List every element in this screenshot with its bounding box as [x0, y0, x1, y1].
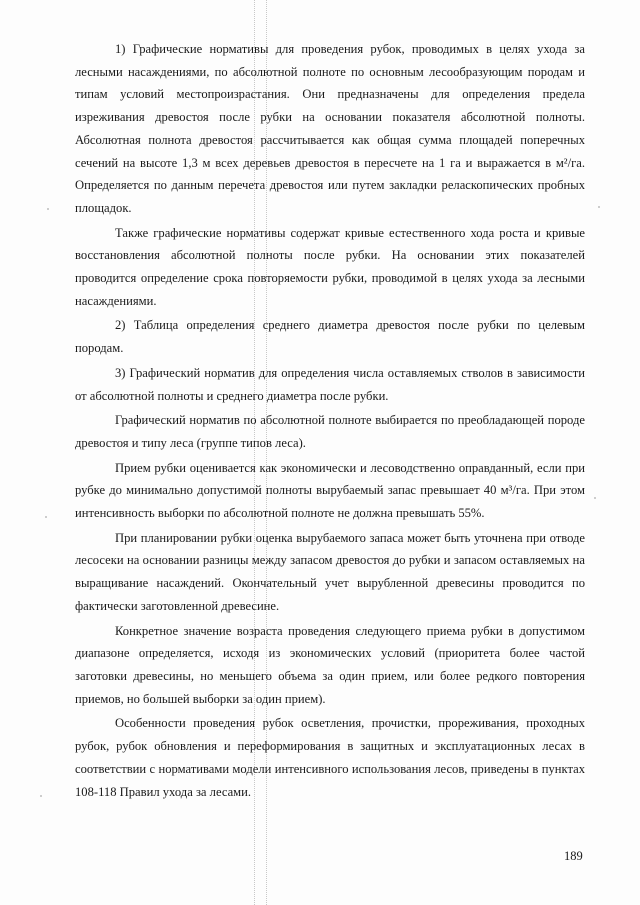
paragraph-2: Также графические нормативы содержат кривые естественного хода роста и кривые восстановления абсолютной полноты после рубки. На основании этих показателей проводится определение срока повторяемости рубки, проводимой в целях ухода за лесными насаждениями.: [75, 225, 585, 308]
scan-speck: [598, 206, 600, 208]
paragraph-8: Конкретное значение возраста проведения следующего приема рубки в допустимом диапазоне определяется, исходя из экономических условий (приоритета более частой заготовки древесины, но меньшего объема за один прием, или более редкого повторения приемов, но большей выборки за один прием).: [75, 623, 585, 706]
paragraph-5: Графический норматив по абсолютной полноте выбирается по преобладающей породе древостоя и типу леса (группе типов леса).: [75, 413, 585, 450]
scan-speck: [45, 516, 47, 518]
scan-speck: [47, 208, 49, 210]
page-number: 189: [564, 849, 583, 863]
paragraph-4: 3) Графический норматив для определения числа оставляемых стволов в зависимости от абсолютной полноты и среднего диаметра после рубки.: [75, 365, 585, 403]
paragraph-7: При планировании рубки оценка вырубаемого запаса может быть уточнена при отводе лесосеки на основании разницы между запасом древостоя до рубки и запасом оставляемых на выращивание насаждений. Окончательный учет вырубленной древесины проводится по фактически заготовленной древесине.: [75, 530, 585, 613]
paragraph-3: 2) Таблица определения среднего диаметра древостоя после рубки по целевым породам.: [75, 318, 585, 356]
body-text: [75, 38, 585, 805]
paragraph-1: 1) Графические нормативы для проведения рубок, проводимых в целях ухода за лесными насаждениями, по абсолютной полноте по основным лесообразующим породам и типам условий местопроизрастания. Они предназначены для определения предела изреживания древостоя после рубки на основании показателя абсолютной полноты. Абсолютная полнота древостоя рассчитывается как общая сумма площадей поперечных сечений на высоте 1,3 м всех деревьев древостоя в пересчете на 1 га и выражается в м²/га. Определяется по данным перечета древостоя или путем закладки реласкопических пробных площадок.: [75, 42, 585, 215]
paragraph-9: Особенности проведения рубок осветления, прочистки, прореживания, проходных рубок, рубок обновления и переформирования в защитных и эксплуатационных лесах в соответствии с нормативами модели интенсивного использования лесов, приведены в пунктах 108-118 Правил ухода за лесами.: [75, 716, 585, 799]
paragraph-6: Прием рубки оценивается как экономически и лесоводственно оправданный, если при рубке до минимально допустимой полноты вырубаемый запас превышает 40 м³/га. При этом интенсивность выборки по абсолютной полноте не должна превышать 55%.: [75, 460, 585, 521]
scan-speck: [594, 497, 596, 499]
scan-speck: [40, 795, 42, 797]
